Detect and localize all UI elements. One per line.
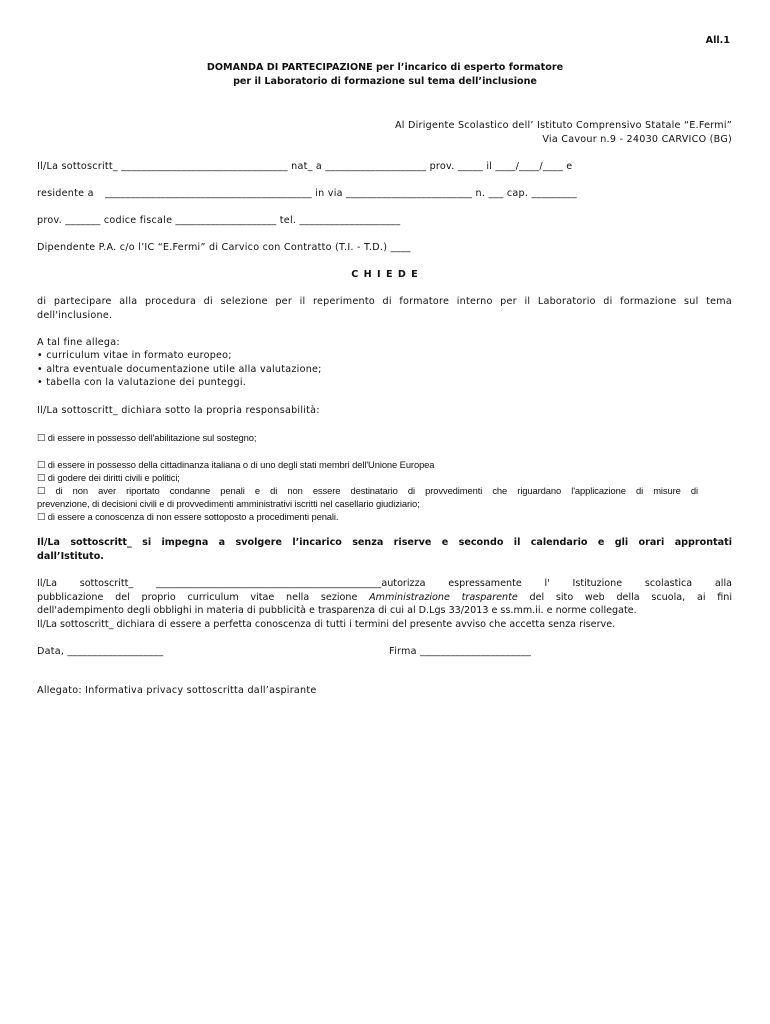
- attach-item: • altra eventuale documentazione utile alla valutazione;: [37, 364, 322, 375]
- authorization-line-3: dell'adempimento degli obblighi in materia di pubblicità e trasparenza di cui al D.Lgs 33/2013 e ss.mm.ii. e norme collegate.: [37, 605, 637, 616]
- authorization-line-2: [37, 592, 732, 603]
- form-line-residence-label: residente a: [37, 188, 94, 199]
- declaration-qualification: ☐ di essere in possesso dell'abilitazione sul sostegno;: [37, 432, 257, 443]
- authorization-line-1: Il/La sottoscritt_ _______________________________________________autorizza espressamente l' Istituzione scolastica alla: [37, 578, 732, 589]
- declaration-item: ☐ di essere in possesso della cittadinanza italiana o di uno degli stati membri dell'Unione Europea: [37, 459, 435, 470]
- employee-line: Dipendente P.A. c/o l’IC “E.Fermi” di Carvico con Contratto (T.I. - T.D.) ____: [37, 242, 411, 253]
- authorization-text: del sito web della scuola, ai fini: [517, 592, 732, 603]
- request-line-2: dell'inclusione.: [37, 310, 113, 321]
- title-line-1: DOMANDA DI PARTECIPAZIONE per l’incarico di esperto formatore: [206, 62, 564, 73]
- commitment-line-1: Il/La sottoscritt_ si impegna a svolgere l’incarico senza riserve e secondo il calendario e gli orari approntati: [37, 537, 732, 548]
- signature-field: Firma ______________________: [389, 646, 532, 657]
- authorization-text: pubblicazione del proprio curriculum vitae nella sezione: [37, 592, 370, 603]
- title-line-2: per il Laboratorio di formazione sul tema dell’inclusione: [233, 76, 537, 87]
- form-line-tax-code: prov. _______ codice fiscale ____________________ tel. ____________________: [37, 215, 401, 226]
- declaration-item: ☐ di non aver riportato condanne penali e di non essere destinatario di provvedimenti che riguardano l'applicazione di misure di: [37, 485, 698, 496]
- attach-item: • curriculum vitae in formato europeo;: [37, 350, 232, 361]
- declaration-item: ☐ di essere a conoscenza di non essere sottoposto a procedimenti penali.: [37, 511, 339, 522]
- attach-heading: A tal fine allega:: [37, 337, 120, 348]
- attachment-label: All.1: [705, 35, 730, 46]
- date-field: Data, ___________________: [37, 646, 164, 657]
- declare-heading: Il/La sottoscritt_ dichiara sotto la propria responsabilità:: [37, 405, 320, 416]
- transparency-section-name: Amministrazione trasparente: [369, 592, 518, 603]
- declaration-item-continued: prevenzione, di decisioni civili e di provvedimenti amministrativi iscritti nel casellario giudiziario;: [37, 498, 420, 509]
- request-line-1: di partecipare alla procedura di selezione per il reperimento di formatore interno per il Laboratorio di formazione sul tema: [37, 296, 732, 307]
- declaration-item: ☐ di godere dei diritti civili e politici;: [37, 472, 180, 483]
- form-line-residence: _________________________________________ in via _________________________ n. ___ cap. _________: [105, 188, 577, 199]
- form-line-name: Il/La sottoscritt_ _________________________________ nat_ a ____________________ prov. _____ il ____/____/____ e: [37, 161, 573, 172]
- authorization-line-4: Il/La sottoscritt_ dichiara di essere a perfetta conoscenza di tutti i termini del presente avviso che accetta senza riserve.: [37, 619, 616, 630]
- chiede-heading: C H I E D E: [351, 269, 419, 280]
- commitment-line-2: dall’Istituto.: [37, 551, 104, 562]
- attach-item: • tabella con la valutazione dei punteggi.: [37, 377, 247, 388]
- recipient-line-2: Via Cavour n.9 - 24030 CARVICO (BG): [542, 134, 732, 145]
- recipient-line-1: Al Dirigente Scolastico dell’ Istituto Comprensivo Statale “E.Fermi”: [394, 120, 732, 131]
- annex-note: Allegato: Informativa privacy sottoscritta dall’aspirante: [37, 685, 317, 696]
